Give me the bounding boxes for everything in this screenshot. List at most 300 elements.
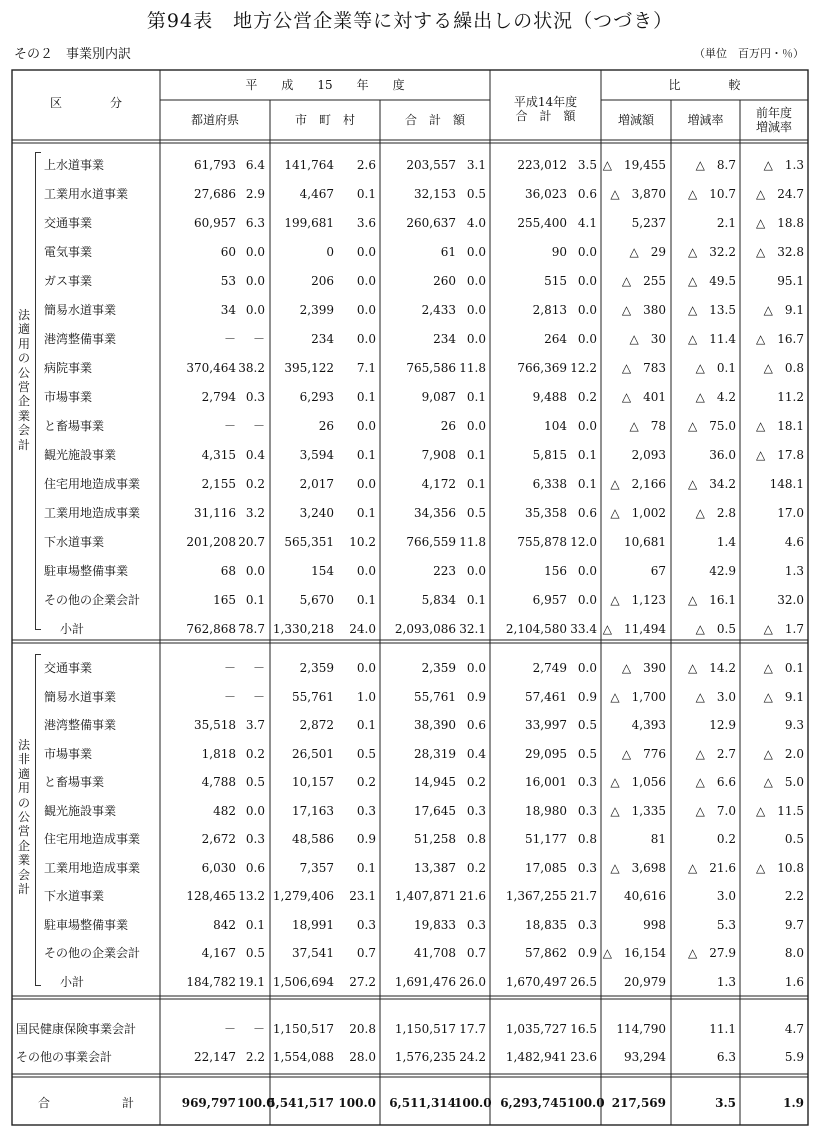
cell-zogengaku: 40,616 bbox=[624, 889, 666, 903]
cell-zogenritsu: 3.0 bbox=[716, 889, 736, 903]
cell-todofuken-pct: 0.0 bbox=[245, 803, 265, 818]
cell-zennendo: △ 18.1 bbox=[756, 419, 804, 433]
cell-zogenritsu: △ 75.0 bbox=[688, 419, 736, 433]
row-label: 駐車場整備事業 bbox=[44, 917, 129, 932]
cell-shichoson: 2,399 bbox=[299, 303, 334, 317]
row-label: 港湾整備事業 bbox=[44, 718, 117, 732]
cell-zennendo: 5.9 bbox=[784, 1050, 804, 1064]
cell-todofuken-pct: 0.0 bbox=[245, 564, 265, 578]
row-label: と畜場事業 bbox=[44, 775, 105, 789]
cell-h14: 264 bbox=[544, 332, 567, 346]
cell-todofuken: 60 bbox=[220, 245, 236, 259]
cell-gokei-pct: 0.0 bbox=[466, 303, 486, 317]
cell-h14-pct: 0.6 bbox=[577, 506, 597, 520]
cell-todofuken-pct: 2.2 bbox=[245, 1050, 265, 1064]
cell-shichoson-pct: 0.0 bbox=[356, 661, 376, 675]
cell-zogengaku: △ 2,166 bbox=[610, 477, 666, 491]
cell-shichoson-pct: 2.6 bbox=[356, 158, 376, 172]
cell-gokei-pct: 0.5 bbox=[466, 187, 486, 201]
cell-todofuken: 4,167 bbox=[201, 946, 236, 960]
cell-zogengaku: 114,790 bbox=[616, 1022, 666, 1036]
cell-shichoson: 18,991 bbox=[292, 917, 334, 932]
row-label: 小計 bbox=[60, 974, 85, 989]
cell-shichoson-pct: 0.0 bbox=[356, 303, 376, 317]
cell-gokei: 51,258 bbox=[414, 832, 456, 846]
cell-shichoson: 3,594 bbox=[299, 448, 334, 462]
cell-shichoson: 1,150,517 bbox=[272, 1022, 334, 1036]
cell-zogengaku: △ 255 bbox=[621, 274, 666, 288]
cell-h14: 17,085 bbox=[525, 860, 567, 875]
cell-h14-pct: 4.1 bbox=[577, 216, 597, 230]
cell-todofuken-pct: 0.4 bbox=[245, 448, 265, 462]
row-label: 港湾整備事業 bbox=[44, 332, 117, 346]
row-label: 下水道事業 bbox=[44, 535, 105, 549]
cell-h14-pct: 0.0 bbox=[577, 332, 597, 346]
cell-gokei: 2,359 bbox=[421, 661, 456, 675]
cell-h14-pct: 0.5 bbox=[577, 718, 597, 732]
cell-h14-pct: 23.6 bbox=[570, 1050, 597, 1064]
cell-zogenritsu: △ 10.7 bbox=[688, 187, 736, 201]
cell-zogenritsu: △ 14.2 bbox=[688, 661, 736, 675]
cell-zogenritsu: △ 13.5 bbox=[688, 303, 736, 317]
cell-h14: 51,177 bbox=[525, 832, 567, 846]
cell-h14: 223,012 bbox=[517, 158, 567, 172]
total-zennendo: 1.9 bbox=[783, 1096, 804, 1110]
cell-zogengaku: △ 380 bbox=[621, 303, 666, 317]
cell-gokei: 7,908 bbox=[421, 448, 456, 462]
cell-gokei: 5,834 bbox=[421, 593, 456, 607]
cell-todofuken: 61,793 bbox=[194, 158, 236, 172]
cell-zogenritsu: 42.9 bbox=[709, 564, 736, 578]
cell-zogenritsu: △ 7.0 bbox=[695, 803, 736, 818]
cell-shichoson: 395,122 bbox=[284, 361, 334, 375]
row-label: 下水道事業 bbox=[44, 889, 105, 903]
row-label: と畜場事業 bbox=[44, 419, 105, 433]
cell-zogengaku: △ 11,494 bbox=[602, 622, 666, 636]
cell-shichoson: 48,586 bbox=[292, 832, 334, 846]
row-label: 工業用地造成事業 bbox=[44, 860, 141, 875]
cell-shichoson: 565,351 bbox=[284, 535, 334, 549]
cell-zogengaku: 2,093 bbox=[631, 448, 666, 462]
cell-gokei: 223 bbox=[433, 564, 456, 578]
cell-shichoson-pct: 0.0 bbox=[356, 245, 376, 259]
cell-gokei-pct: 26.0 bbox=[459, 974, 486, 989]
cell-zogengaku: △ 1,123 bbox=[610, 593, 666, 607]
cell-zogenritsu: △ 4.2 bbox=[695, 390, 736, 404]
cell-shichoson-pct: 0.1 bbox=[356, 390, 376, 404]
cell-gokei-pct: 0.4 bbox=[466, 746, 486, 761]
cell-todofuken-pct: 3.2 bbox=[245, 506, 265, 520]
cell-shichoson-pct: 0.1 bbox=[356, 506, 376, 520]
cell-zogenritsu: △ 32.2 bbox=[688, 245, 736, 259]
header-h14-line1: 平成14年度 bbox=[513, 95, 578, 109]
cell-gokei: 260,637 bbox=[406, 216, 456, 230]
cell-todofuken: 6,030 bbox=[201, 860, 236, 875]
cell-zogengaku: 5,237 bbox=[631, 216, 666, 230]
cell-shichoson-pct: 0.0 bbox=[356, 477, 376, 491]
cell-shichoson: 26 bbox=[318, 419, 334, 433]
row-label: 電気事業 bbox=[44, 245, 93, 259]
cell-gokei-pct: 0.0 bbox=[466, 419, 486, 433]
cell-gokei-pct: 0.5 bbox=[466, 506, 486, 520]
cell-zogenritsu: 1.4 bbox=[716, 535, 736, 549]
total-todofuken: 969,797 bbox=[181, 1096, 236, 1110]
cell-shichoson: 1,279,406 bbox=[272, 889, 334, 903]
total-gokei-pct: 100.0 bbox=[454, 1096, 492, 1110]
cell-todofuken: 2,794 bbox=[201, 390, 236, 404]
cell-zogenritsu: 0.2 bbox=[716, 832, 736, 846]
cell-gokei: 38,390 bbox=[414, 718, 456, 732]
header-gokei: 合 計 額 bbox=[404, 113, 465, 127]
cell-gokei: 32,153 bbox=[414, 187, 456, 201]
cell-shichoson-pct: 0.0 bbox=[356, 564, 376, 578]
cell-shichoson-pct: 1.0 bbox=[356, 689, 376, 704]
cell-zennendo: △ 9.1 bbox=[763, 303, 804, 317]
cell-h14-pct: 0.0 bbox=[577, 303, 597, 317]
row-label: 駐車場整備事業 bbox=[44, 564, 129, 578]
cell-gokei-pct: 0.9 bbox=[466, 689, 486, 704]
cell-h14-pct: 0.0 bbox=[577, 564, 597, 578]
cell-h14-pct: 0.9 bbox=[577, 946, 597, 960]
cell-zennendo: 9.3 bbox=[784, 718, 804, 732]
cell-zennendo: △ 0.8 bbox=[763, 361, 804, 375]
cell-h14: 36,023 bbox=[525, 187, 567, 201]
cell-shichoson-pct: 0.0 bbox=[356, 274, 376, 288]
cell-h14: 1,035,727 bbox=[505, 1022, 567, 1036]
cell-gokei: 9,087 bbox=[421, 390, 456, 404]
header-zennendo-line2: 増減率 bbox=[755, 120, 792, 134]
row-label: ガス事業 bbox=[44, 274, 93, 288]
cell-shichoson: 26,501 bbox=[292, 746, 334, 761]
row-label: 工業用水道事業 bbox=[44, 187, 129, 201]
cell-h14-pct: 0.0 bbox=[577, 419, 597, 433]
cell-todofuken: 60,957 bbox=[194, 216, 236, 230]
group-bracket-tekiyo bbox=[35, 152, 41, 630]
cell-zogengaku: △ 19,455 bbox=[602, 158, 666, 172]
cell-gokei-pct: 24.2 bbox=[459, 1050, 486, 1064]
cell-zogengaku: △ 390 bbox=[621, 661, 666, 675]
cell-gokei-pct: 0.2 bbox=[466, 860, 486, 875]
row-label: その他の事業会計 bbox=[16, 1050, 113, 1064]
cell-shichoson-pct: 3.6 bbox=[356, 216, 376, 230]
row-label: 市場事業 bbox=[44, 390, 93, 404]
row-label: 住宅用地造成事業 bbox=[44, 477, 141, 491]
cell-h14: 57,461 bbox=[525, 689, 567, 704]
cell-todofuken: － bbox=[223, 332, 236, 346]
cell-shichoson-pct: 0.0 bbox=[356, 419, 376, 433]
header-zennendo-line1: 前年度 bbox=[755, 106, 792, 120]
cell-shichoson: 1,330,218 bbox=[272, 622, 334, 636]
cell-todofuken-pct: － bbox=[252, 419, 265, 433]
cell-zennendo: △ 32.8 bbox=[756, 245, 804, 259]
cell-shichoson-pct: 0.0 bbox=[356, 332, 376, 346]
cell-shichoson: 55,761 bbox=[292, 689, 334, 704]
cell-gokei-pct: 0.0 bbox=[466, 245, 486, 259]
cell-shichoson: 206 bbox=[311, 274, 334, 288]
cell-todofuken: 2,672 bbox=[201, 832, 236, 846]
cell-h14: 35,358 bbox=[525, 506, 567, 520]
cell-h14: 57,862 bbox=[525, 946, 567, 960]
cell-gokei: 34,356 bbox=[414, 506, 456, 520]
cell-zogengaku: △ 783 bbox=[621, 361, 666, 375]
cell-gokei: 766,559 bbox=[406, 535, 456, 549]
cell-zogengaku: 67 bbox=[650, 564, 666, 578]
cell-h14-pct: 12.2 bbox=[570, 361, 597, 375]
cell-zennendo: 8.0 bbox=[784, 946, 804, 960]
cell-gokei-pct: 0.0 bbox=[466, 332, 486, 346]
cell-shichoson-pct: 24.0 bbox=[349, 622, 376, 636]
cell-todofuken-pct: 0.2 bbox=[245, 746, 265, 761]
cell-shichoson: 10,157 bbox=[292, 775, 334, 789]
cell-shichoson-pct: 28.0 bbox=[349, 1050, 376, 1064]
cell-h14-pct: 0.0 bbox=[577, 661, 597, 675]
cell-shichoson-pct: 7.1 bbox=[356, 361, 376, 375]
cell-gokei-pct: 0.1 bbox=[466, 593, 486, 607]
cell-h14-pct: 0.1 bbox=[577, 448, 597, 462]
group-bracket-hitekiyo bbox=[35, 654, 41, 986]
cell-shichoson: 17,163 bbox=[292, 803, 334, 818]
cell-todofuken-pct: 0.3 bbox=[245, 390, 265, 404]
cell-zennendo: △ 18.8 bbox=[756, 216, 804, 230]
header-hikaku: 比 較 bbox=[668, 78, 741, 92]
cell-todofuken: 1,818 bbox=[201, 746, 236, 761]
cell-h14-pct: 12.0 bbox=[570, 535, 597, 549]
cell-todofuken-pct: 19.1 bbox=[238, 974, 265, 989]
cell-todofuken-pct: 0.6 bbox=[245, 860, 265, 875]
cell-todofuken: 53 bbox=[220, 274, 236, 288]
cell-zennendo: 1.6 bbox=[784, 974, 804, 989]
cell-shichoson-pct: 0.1 bbox=[356, 448, 376, 462]
cell-shichoson: 154 bbox=[311, 564, 334, 578]
cell-gokei-pct: 32.1 bbox=[459, 622, 486, 636]
cell-zogengaku: △ 401 bbox=[621, 390, 666, 404]
cell-h14: 2,749 bbox=[532, 661, 567, 675]
cell-todofuken-pct: 0.5 bbox=[245, 775, 265, 789]
cell-h14-pct: 3.5 bbox=[577, 158, 597, 172]
cell-gokei-pct: 0.8 bbox=[466, 832, 486, 846]
cell-zogengaku: △ 3,698 bbox=[610, 860, 666, 875]
cell-h14: 766,369 bbox=[517, 361, 567, 375]
cell-h14: 9,488 bbox=[532, 390, 567, 404]
total-zogenritsu: 3.5 bbox=[715, 1096, 736, 1110]
cell-shichoson-pct: 0.7 bbox=[356, 946, 376, 960]
cell-todofuken-pct: 0.0 bbox=[245, 274, 265, 288]
cell-shichoson: 1,506,694 bbox=[272, 974, 334, 989]
cell-todofuken-pct: 0.3 bbox=[245, 832, 265, 846]
row-label: 工業用地造成事業 bbox=[44, 506, 141, 520]
cell-zogenritsu: 2.1 bbox=[716, 216, 736, 230]
cell-zogenritsu: △ 34.2 bbox=[688, 477, 736, 491]
row-label: 交通事業 bbox=[44, 216, 93, 230]
cell-zennendo: 2.2 bbox=[784, 889, 804, 903]
cell-h14: 33,997 bbox=[525, 718, 567, 732]
total-gokei: 6,511,314 bbox=[389, 1096, 456, 1110]
cell-h14-pct: 0.6 bbox=[577, 187, 597, 201]
cell-zogengaku: 20,979 bbox=[624, 974, 666, 989]
cell-gokei: 19,833 bbox=[414, 917, 456, 932]
cell-gokei: 55,761 bbox=[414, 689, 456, 704]
cell-gokei-pct: 11.8 bbox=[459, 535, 486, 549]
cell-zennendo: 4.6 bbox=[784, 535, 804, 549]
cell-zogenritsu: 11.1 bbox=[709, 1022, 736, 1036]
cell-todofuken: 4,788 bbox=[201, 775, 236, 789]
cell-zogenritsu: △ 8.7 bbox=[695, 158, 736, 172]
cell-shichoson-pct: 0.1 bbox=[356, 718, 376, 732]
cell-todofuken-pct: 0.5 bbox=[245, 946, 265, 960]
total-h14: 6,293,745 bbox=[500, 1096, 567, 1110]
cell-zogenritsu: △ 11.4 bbox=[688, 332, 736, 346]
cell-todofuken-pct: 6.3 bbox=[245, 216, 265, 230]
cell-zennendo: △ 5.0 bbox=[763, 775, 804, 789]
cell-gokei: 2,433 bbox=[421, 303, 456, 317]
cell-todofuken: 482 bbox=[213, 803, 236, 818]
row-label: 観光施設事業 bbox=[44, 803, 117, 818]
cell-gokei-pct: 0.0 bbox=[466, 274, 486, 288]
cell-h14-pct: 21.7 bbox=[570, 889, 597, 903]
cell-shichoson: 6,293 bbox=[299, 390, 334, 404]
cell-zennendo: 9.7 bbox=[784, 917, 804, 932]
cell-shichoson: 1,554,088 bbox=[272, 1050, 334, 1064]
cell-shichoson-pct: 23.1 bbox=[349, 889, 376, 903]
cell-gokei: 2,093,086 bbox=[394, 622, 456, 636]
cell-todofuken: 31,116 bbox=[194, 506, 236, 520]
cell-h14-pct: 26.5 bbox=[570, 974, 597, 989]
cell-todofuken-pct: － bbox=[252, 332, 265, 346]
cell-todofuken: 2,155 bbox=[201, 477, 236, 491]
cell-gokei: 41,708 bbox=[414, 946, 456, 960]
cell-h14: 2,104,580 bbox=[505, 622, 567, 636]
cell-h14: 6,957 bbox=[532, 593, 567, 607]
cell-zennendo: 4.7 bbox=[784, 1022, 804, 1036]
cell-h14: 104 bbox=[544, 419, 567, 433]
cell-todofuken: 35,518 bbox=[194, 718, 236, 732]
cell-h14-pct: 0.3 bbox=[577, 803, 597, 818]
header-zogenritsu: 増減率 bbox=[687, 113, 724, 127]
cell-shichoson: 141,764 bbox=[284, 158, 334, 172]
cell-zennendo: 17.0 bbox=[777, 506, 804, 520]
cell-h14: 1,367,255 bbox=[505, 889, 567, 903]
row-label: 簡易水道事業 bbox=[44, 303, 117, 317]
cell-shichoson: 234 bbox=[311, 332, 334, 346]
cell-gokei: 28,319 bbox=[414, 746, 456, 761]
cell-shichoson-pct: 0.1 bbox=[356, 593, 376, 607]
cell-zogengaku: △ 1,335 bbox=[610, 803, 666, 818]
cell-zogengaku: △ 1,002 bbox=[610, 506, 666, 520]
cell-todofuken: － bbox=[223, 661, 236, 675]
cell-shichoson-pct: 0.9 bbox=[356, 832, 376, 846]
cell-shichoson: 37,541 bbox=[292, 946, 334, 960]
cell-shichoson: 0 bbox=[326, 245, 334, 259]
cell-todofuken: 762,868 bbox=[186, 622, 236, 636]
row-label: 交通事業 bbox=[44, 661, 93, 675]
cell-todofuken: － bbox=[223, 419, 236, 433]
row-label: 観光施設事業 bbox=[44, 448, 117, 462]
cell-shichoson-pct: 10.2 bbox=[349, 535, 376, 549]
cell-zennendo: △ 17.8 bbox=[756, 448, 804, 462]
header-todofuken: 都道府県 bbox=[190, 113, 239, 127]
cell-gokei-pct: 0.2 bbox=[466, 775, 486, 789]
cell-shichoson-pct: 0.5 bbox=[356, 746, 376, 761]
row-label: 市場事業 bbox=[44, 746, 93, 761]
group-label-tekiyo: 法適用の公営企業会計 bbox=[17, 308, 30, 452]
cell-h14: 6,338 bbox=[532, 477, 567, 491]
cell-zogenritsu: △ 2.8 bbox=[695, 506, 736, 520]
cell-todofuken-pct: 3.7 bbox=[245, 718, 265, 732]
cell-todofuken: 4,315 bbox=[201, 448, 236, 462]
cell-todofuken-pct: － bbox=[252, 1022, 265, 1036]
cell-h14-pct: 0.3 bbox=[577, 775, 597, 789]
cell-shichoson: 3,240 bbox=[299, 506, 334, 520]
cell-gokei: 4,172 bbox=[421, 477, 456, 491]
cell-h14: 755,878 bbox=[517, 535, 567, 549]
cell-gokei: 260 bbox=[433, 274, 456, 288]
cell-gokei-pct: 0.1 bbox=[466, 448, 486, 462]
cell-shichoson: 7,357 bbox=[299, 860, 334, 875]
cell-shichoson: 2,872 bbox=[299, 718, 334, 732]
row-label: 小計 bbox=[60, 622, 85, 636]
cell-gokei: 13,387 bbox=[414, 860, 456, 875]
cell-todofuken-pct: 0.2 bbox=[245, 477, 265, 491]
cell-zennendo: 11.2 bbox=[777, 390, 804, 404]
cell-zennendo: 95.1 bbox=[777, 274, 804, 288]
cell-zogenritsu: △ 0.5 bbox=[695, 622, 736, 636]
cell-shichoson-pct: 0.1 bbox=[356, 860, 376, 875]
cell-todofuken: 34 bbox=[220, 303, 236, 317]
header-h14-line2: 合 計 額 bbox=[515, 109, 576, 123]
cell-h14: 5,815 bbox=[532, 448, 567, 462]
table-title: 第94表 地方公営企業等に対する繰出しの状況（つづき） bbox=[146, 10, 674, 32]
total-h14-pct: 100.0 bbox=[567, 1096, 605, 1110]
cell-h14-pct: 0.1 bbox=[577, 477, 597, 491]
cell-shichoson: 4,467 bbox=[299, 187, 334, 201]
cell-gokei: 1,691,476 bbox=[394, 974, 456, 989]
cell-gokei-pct: 0.6 bbox=[466, 718, 486, 732]
cell-zogengaku: △ 3,870 bbox=[610, 187, 666, 201]
row-label: その他の企業会計 bbox=[44, 593, 141, 607]
cell-todofuken: 27,686 bbox=[194, 187, 236, 201]
cell-zogenritsu: △ 2.7 bbox=[695, 746, 736, 761]
header-zogengaku: 増減額 bbox=[617, 113, 654, 127]
cell-todofuken-pct: － bbox=[252, 661, 265, 675]
cell-h14-pct: 0.0 bbox=[577, 593, 597, 607]
cell-zogengaku: △ 1,700 bbox=[610, 689, 666, 704]
cell-zogenritsu: △ 6.6 bbox=[695, 775, 736, 789]
cell-h14: 156 bbox=[544, 564, 567, 578]
cell-zennendo: 32.0 bbox=[777, 593, 804, 607]
cell-zennendo: △ 10.8 bbox=[756, 860, 804, 875]
cell-zogenritsu: 5.3 bbox=[716, 917, 736, 932]
cell-gokei: 17,645 bbox=[414, 803, 456, 818]
cell-h14-pct: 0.8 bbox=[577, 832, 597, 846]
cell-shichoson-pct: 0.1 bbox=[356, 187, 376, 201]
cell-gokei-pct: 17.7 bbox=[459, 1022, 486, 1036]
total-shichoson-pct: 100.0 bbox=[338, 1096, 376, 1110]
cell-gokei-pct: 21.6 bbox=[459, 889, 486, 903]
cell-todofuken: 165 bbox=[213, 593, 236, 607]
cell-gokei-pct: 4.0 bbox=[466, 216, 486, 230]
row-label: 上水道事業 bbox=[44, 158, 105, 172]
cell-h14-pct: 0.2 bbox=[577, 390, 597, 404]
cell-h14: 90 bbox=[551, 245, 567, 259]
cell-gokei: 765,586 bbox=[406, 361, 456, 375]
cell-h14-pct: 0.3 bbox=[577, 860, 597, 875]
cell-todofuken: 68 bbox=[220, 564, 236, 578]
cell-h14-pct: 33.4 bbox=[570, 622, 597, 636]
cell-todofuken-pct: 0.1 bbox=[245, 593, 265, 607]
cell-zogengaku: △ 1,056 bbox=[610, 775, 666, 789]
unit-label: （単位 百万円・％） bbox=[694, 47, 804, 60]
cell-todofuken: － bbox=[223, 689, 236, 704]
